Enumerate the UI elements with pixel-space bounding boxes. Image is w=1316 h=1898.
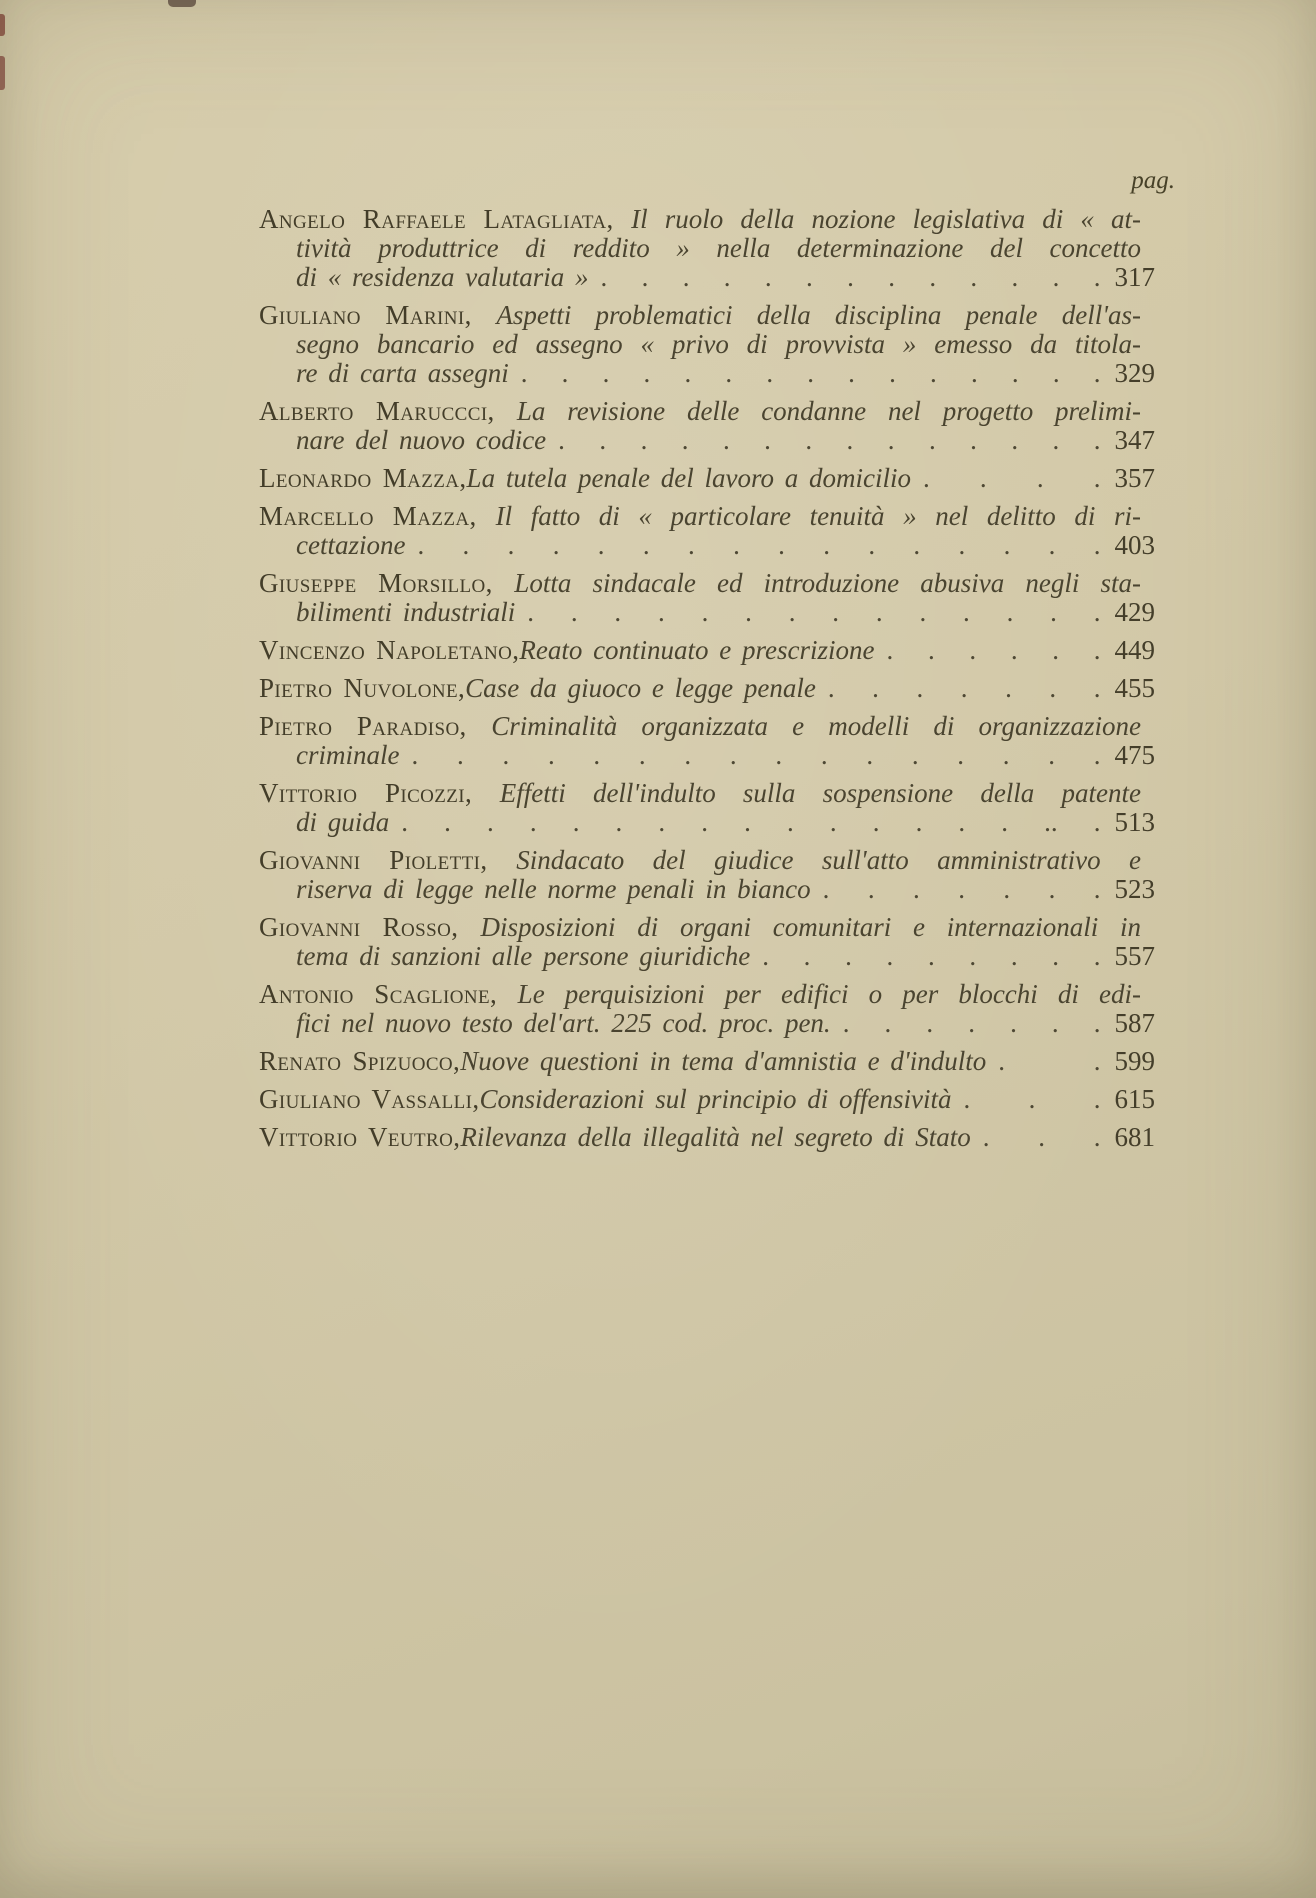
page-number: 317 — [1114, 262, 1155, 292]
work-title: La revisione delle condanne nel progetto prelimi- — [516, 396, 1141, 426]
author-name: Vincenzo Napoletano, — [259, 635, 520, 665]
page-number: 681 — [1114, 1122, 1155, 1152]
dot-leader: . . . . . . . . . . . . . . — [558, 426, 1101, 455]
toc-line — [259, 263, 1155, 292]
work-title: re di carta assegni — [296, 358, 509, 388]
toc-entry — [259, 301, 1155, 388]
toc-line — [259, 464, 1155, 493]
page-number: 347 — [1114, 425, 1155, 455]
page-number: 403 — [1114, 530, 1155, 560]
dot-leader: . . . . . . . . . . . . . . . . — [417, 531, 1101, 560]
page-number: 429 — [1114, 597, 1155, 627]
work-title: Effetti dell'indulto sulla sospensione della patente — [499, 778, 1141, 808]
author-name: Giuliano Marini, — [259, 300, 497, 330]
page-number: 599 — [1114, 1046, 1155, 1076]
work-title: La tutela penale del lavoro a domicilio — [466, 463, 911, 493]
toc-line — [259, 598, 1155, 627]
toc-entry — [259, 846, 1155, 904]
work-title: bilimenti industriali — [296, 597, 516, 627]
author-name: Vittorio Veutro, — [259, 1122, 461, 1152]
toc-line — [259, 234, 1155, 263]
page-column-label: pag. — [1131, 167, 1175, 194]
toc-line — [259, 942, 1155, 971]
work-title: Rilevanza della illegalità nel segreto di Stato — [460, 1122, 971, 1152]
toc-line — [259, 636, 1155, 665]
dot-leader: . . . . . . . . . . . . . . . .. . — [401, 808, 1101, 837]
page-number: 455 — [1114, 673, 1155, 703]
work-title: Lotta sindacale ed introduzione abusiva negli sta- — [514, 568, 1141, 598]
toc-entry — [259, 1123, 1155, 1152]
toc-entry — [259, 913, 1155, 971]
toc-line — [259, 980, 1155, 1009]
dot-leader: . . . . . . . . . . . . . . . — [520, 359, 1101, 388]
toc-line — [259, 426, 1155, 455]
author-name: Renato Spizuoco, — [259, 1046, 461, 1076]
scan-artifact-left — [0, 56, 5, 90]
work-title: Case da giuoco e legge penale — [465, 673, 816, 703]
author-name: Pietro Paradiso, — [259, 711, 492, 741]
toc-entry — [259, 569, 1155, 627]
work-title: Il fatto di « particolare tenuità » nel delitto di ri- — [495, 501, 1141, 531]
toc-entry — [259, 674, 1155, 703]
dot-leader: . . . . . . . — [827, 674, 1101, 703]
toc-line — [259, 712, 1155, 741]
toc-list — [259, 205, 1155, 1152]
toc-line — [259, 808, 1155, 837]
toc-line — [259, 875, 1155, 904]
toc-content — [259, 166, 1175, 1161]
toc-entry — [259, 464, 1155, 493]
work-title: segno bancario ed assegno « privo di provvista » emesso da titola- — [296, 329, 1141, 359]
author-name: Marcello Mazza, — [259, 501, 496, 531]
dot-leader: . . — [998, 1047, 1101, 1076]
work-title: Il ruolo della nozione legislativa di « at- — [631, 204, 1141, 234]
work-title: Disposizioni di organi comunitari e internazionali in — [480, 912, 1141, 942]
author-name: Giuseppe Morsillo, — [259, 568, 515, 598]
author-name: Angelo Raffaele Latagliata, — [259, 204, 632, 234]
work-title: fici nel nuovo testo del'art. 225 cod. proc. pen. — [296, 1008, 831, 1038]
author-name: Leonardo Mazza, — [259, 463, 467, 493]
work-title: Sindacato del giudice sull'atto amministrativo e — [516, 845, 1141, 875]
toc-entry — [259, 397, 1155, 455]
work-title: riserva di legge nelle norme penali in bianco — [296, 874, 811, 904]
author-name: Giovanni Rosso, — [259, 912, 481, 942]
dot-leader: . . . . . . . . . . . . . . . . — [411, 741, 1101, 770]
work-title: criminale — [296, 740, 400, 770]
author-name: Giuliano Vassalli, — [259, 1084, 480, 1114]
page-number: 557 — [1114, 941, 1155, 971]
toc-line — [259, 741, 1155, 770]
dot-leader: . . . . . . . — [822, 875, 1101, 904]
author-name: Vittorio Picozzi, — [259, 778, 500, 808]
toc-line — [259, 1047, 1155, 1076]
dot-leader: . . . . . . . — [842, 1009, 1101, 1038]
work-title: Nuove questioni in tema d'amnistia e d'indulto — [460, 1046, 987, 1076]
toc-line — [259, 397, 1155, 426]
author-name: Giovanni Pioletti, — [259, 845, 517, 875]
work-title: Reato continuato e prescrizione — [519, 635, 875, 665]
page-number: 523 — [1114, 874, 1155, 904]
work-title: tema di sanzioni alle persone giuridiche — [296, 941, 751, 971]
scan-artifact-left — [0, 14, 5, 36]
work-title: Criminalità organizzata e modelli di organizzazione — [491, 711, 1142, 741]
toc-entry — [259, 502, 1155, 560]
toc-entry — [259, 1085, 1155, 1114]
author-name: Pietro Nuvolone, — [259, 673, 466, 703]
work-title: tività produttrice di reddito » nella determinazione del concetto — [296, 233, 1141, 263]
work-title: di « residenza valutaria » — [296, 262, 589, 292]
toc-entry — [259, 205, 1155, 292]
page-number: 449 — [1114, 635, 1155, 665]
toc-line — [259, 205, 1155, 234]
author-name: Antonio Scaglione, — [259, 979, 518, 1009]
page-number: 475 — [1114, 740, 1155, 770]
work-title: Aspetti problematici della disciplina penale dell'as- — [496, 300, 1141, 330]
toc-entry — [259, 712, 1155, 770]
work-title: cettazione — [296, 530, 406, 560]
page-number: 513 — [1114, 807, 1155, 837]
toc-line — [259, 359, 1155, 388]
toc-line — [259, 1123, 1155, 1152]
toc-line — [259, 531, 1155, 560]
toc-line — [259, 674, 1155, 703]
work-title: Considerazioni sul principio di offensività — [479, 1084, 952, 1114]
toc-line — [259, 330, 1155, 359]
scan-artifact-top — [168, 0, 196, 7]
toc-line — [259, 502, 1155, 531]
toc-line — [259, 1085, 1155, 1114]
dot-leader: . . . . — [923, 464, 1101, 493]
toc-entry — [259, 1047, 1155, 1076]
page-number: 357 — [1114, 463, 1155, 493]
dot-leader: . . . . . . . . . . . . . — [600, 263, 1101, 292]
dot-leader: . . . — [963, 1085, 1101, 1114]
toc-line — [259, 301, 1155, 330]
dot-leader: . . . — [982, 1123, 1101, 1152]
toc-entry — [259, 779, 1155, 837]
work-title: Le perquisizioni per edifici o per blocchi di edi- — [517, 979, 1141, 1009]
toc-line — [259, 569, 1155, 598]
toc-line — [259, 913, 1155, 942]
toc-line — [259, 1009, 1155, 1038]
work-title: nare del nuovo codice — [296, 425, 547, 455]
toc-entry — [259, 636, 1155, 665]
work-title: di guida — [296, 807, 390, 837]
author-name: Alberto Maruccci, — [259, 396, 517, 426]
page-number: 329 — [1114, 358, 1155, 388]
dot-leader: . . . . . . . . . . . . . . — [527, 598, 1101, 627]
toc-entry — [259, 980, 1155, 1038]
toc-line — [259, 779, 1155, 808]
page-number: 615 — [1114, 1084, 1155, 1114]
dot-leader: . . . . . . — [886, 636, 1101, 665]
toc-line — [259, 846, 1155, 875]
page-number: 587 — [1114, 1008, 1155, 1038]
dot-leader: . . . . . . . . . — [762, 942, 1101, 971]
